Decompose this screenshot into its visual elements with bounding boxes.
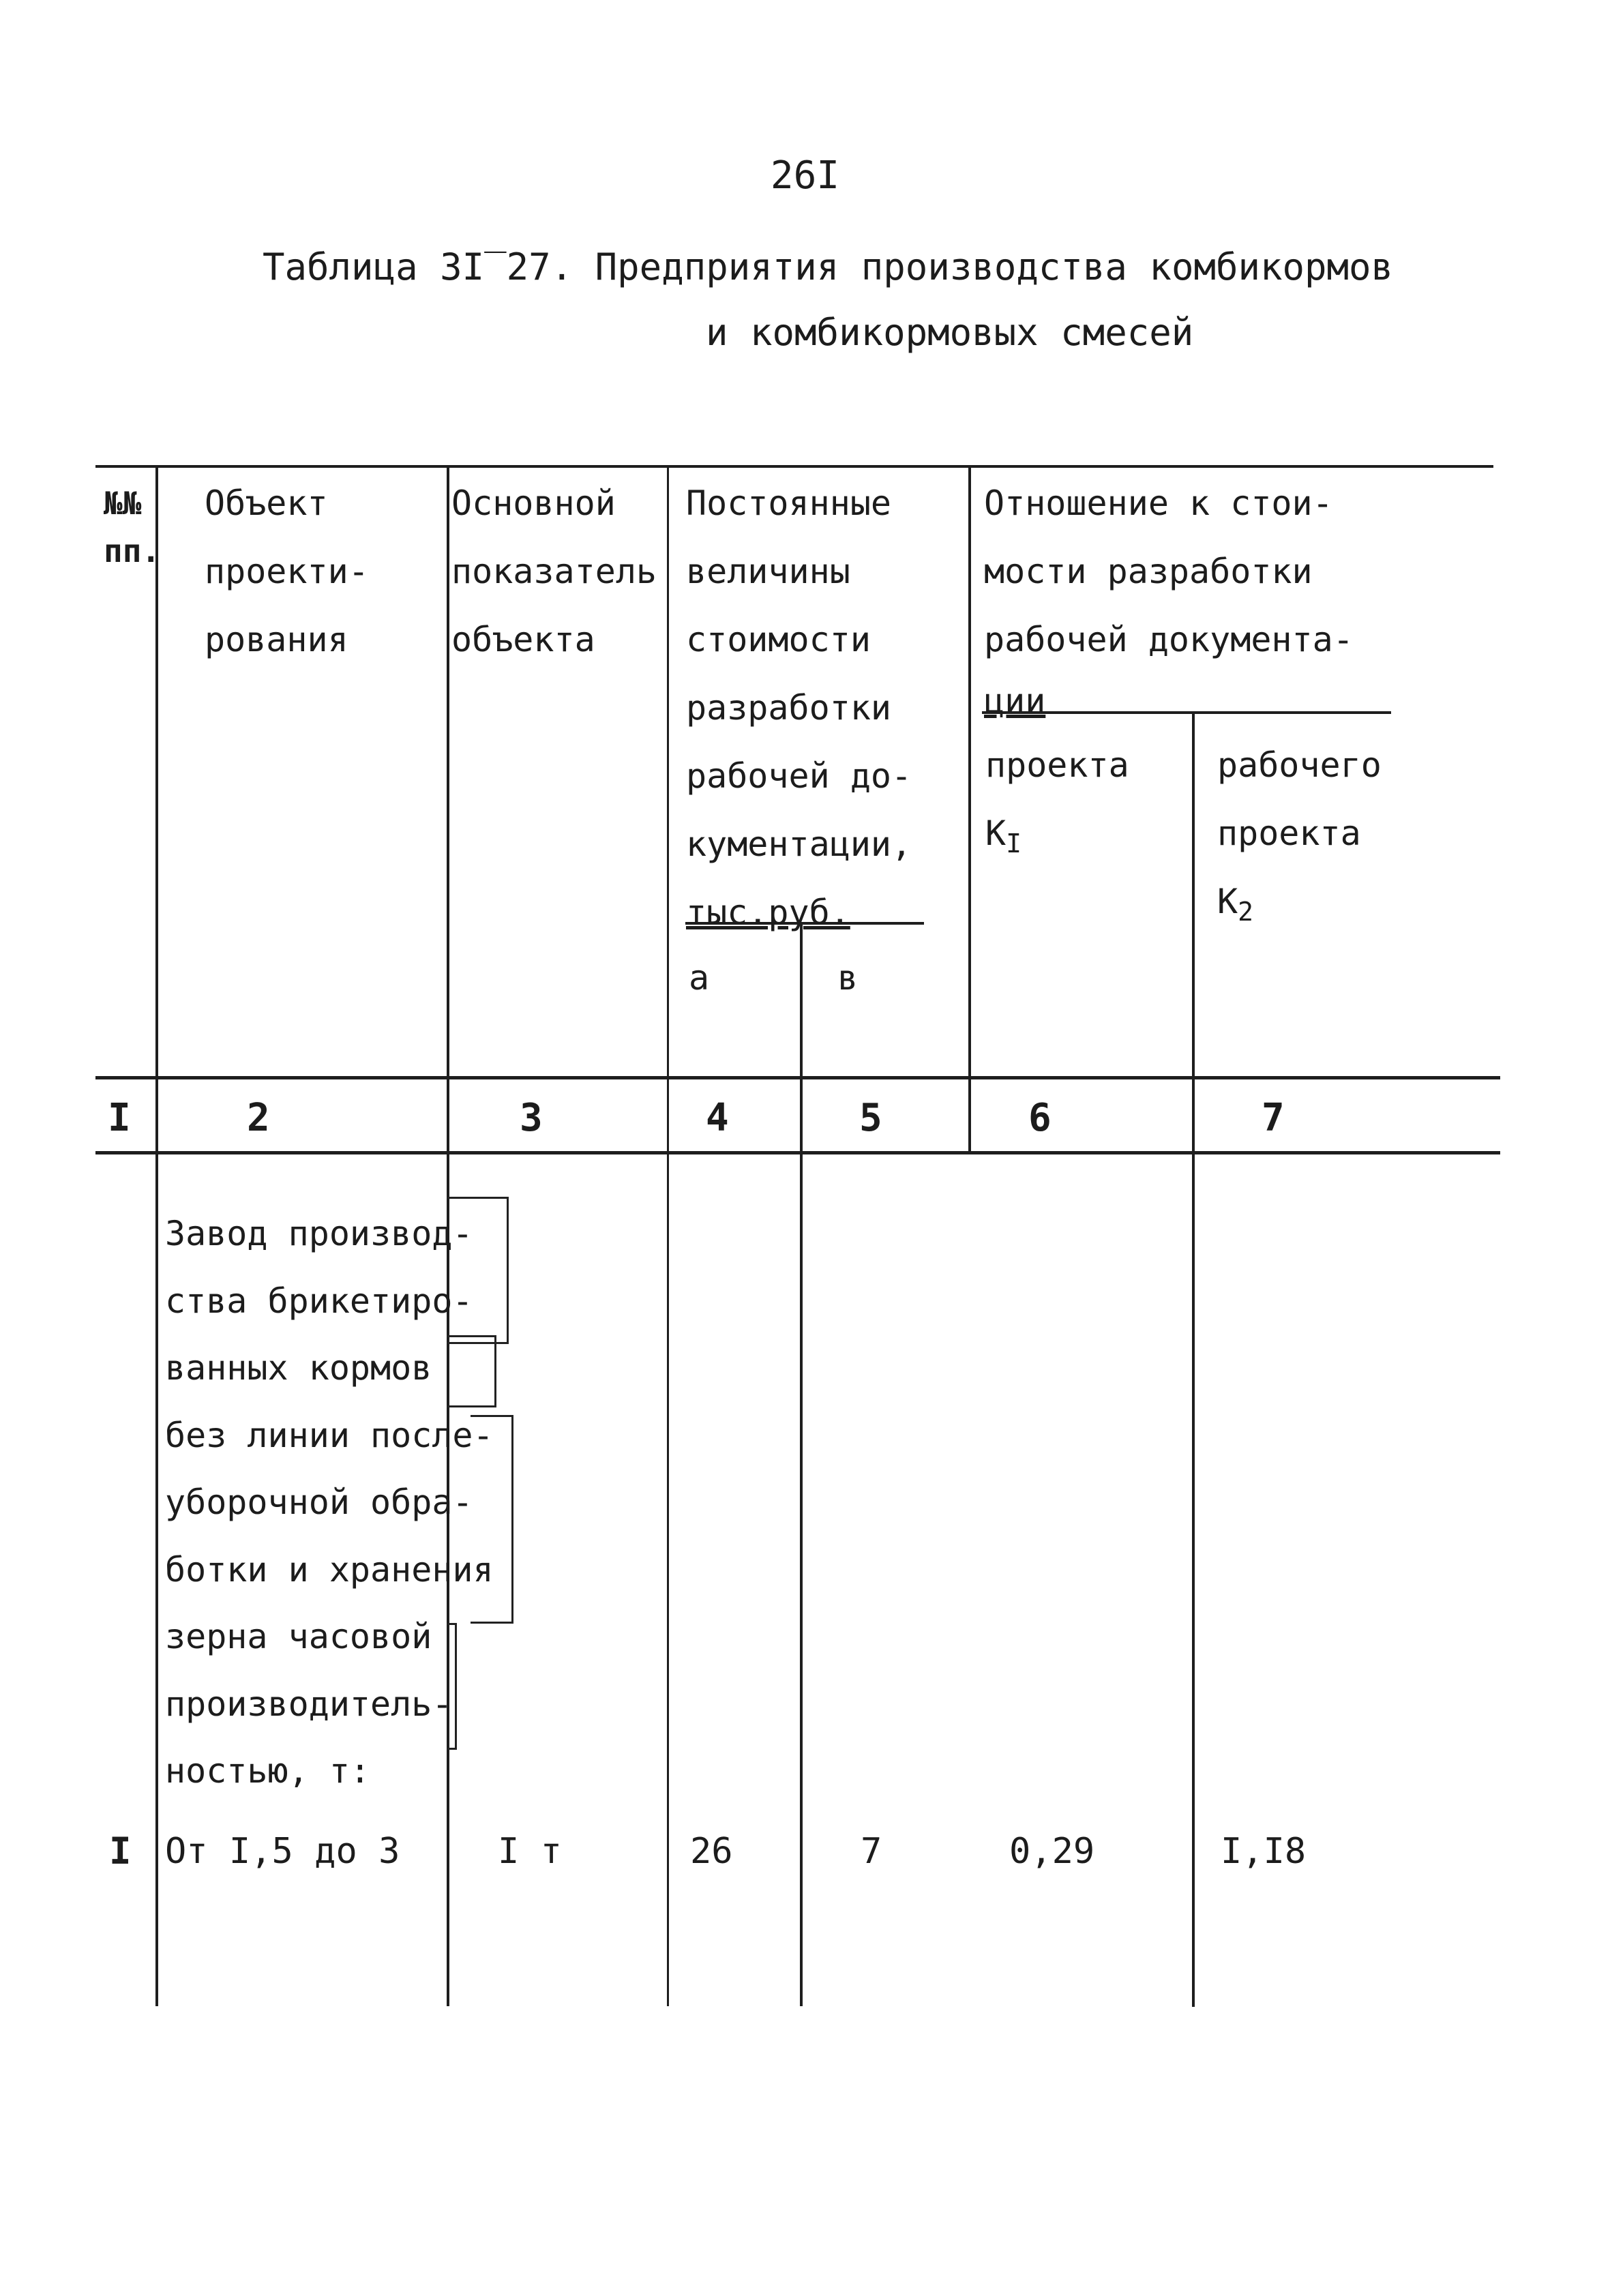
header-ratio [984,469,1354,728]
header-bottom-rule [95,1076,1500,1079]
colnum-7: 7 [1262,1096,1285,1140]
header-k2 [1217,731,1382,946]
col67-divider [1192,711,1195,2007]
header-object [205,469,369,674]
colnum-2: 2 [247,1096,270,1140]
correction-bracket [471,1415,513,1624]
row-indicator: I т [498,1831,562,1872]
header-line: величины [686,552,850,591]
header-k1 [985,731,1129,878]
col5-divider [968,465,971,1154]
description-line: без линии после- [165,1415,494,1455]
colnum-4: 4 [706,1096,729,1140]
k1-symbol: $К_I$ [985,814,1022,859]
description-line: ностью, т: [165,1751,371,1791]
header-line: проекти- [205,552,369,591]
header-line: рабочей до- [686,756,912,796]
header-line: стоимости [686,620,871,659]
header-line: рабочего [1217,745,1382,785]
col45-divider [800,922,803,2006]
header-line: ции [984,681,1046,721]
header-line: проекта [1217,814,1361,853]
table-title-line2: и комбикормовых смесей [706,311,1194,354]
header-line: кументации, [686,824,912,864]
table-title-line1: Таблица 3I‾27. Предприятия производства комбикормов [263,245,1394,288]
correction-bracket [447,1197,509,1344]
colnum-6: 6 [1028,1096,1052,1140]
col1-divider [155,465,158,2006]
row-value-a: 26 [690,1831,733,1872]
subheader-a: а [689,958,710,998]
row-object: От I,5 до 3 [165,1831,400,1872]
description-line: ботки и хранения [165,1549,494,1590]
header-line: пп. [104,533,161,569]
header-line: рования [205,620,348,659]
description-line: уборочной обра- [165,1482,473,1522]
colnum-1: I [108,1096,131,1140]
header-constant-values [686,469,912,946]
header-line: №№ [104,485,142,522]
row-value-k1: 0,29 [1009,1831,1095,1872]
description-line: ванных кормов [165,1348,432,1388]
object-description [165,1200,494,1805]
subheader-b: в [837,958,859,998]
description-line: ства брикетиро- [165,1281,473,1321]
header-line: Объект [205,483,328,523]
header-line: мости разработки [984,552,1313,591]
header-line: показатель [451,552,657,591]
table-top-rule [95,465,1493,468]
header-col-number [104,469,161,569]
row-value-b: 7 [861,1831,882,1872]
header-line: тыс.руб. [686,893,850,932]
header-indicator [451,469,657,674]
header-line: объекта [451,620,595,659]
header-line: Постоянные [686,483,892,523]
colnum-3: 3 [520,1096,543,1140]
description-line: зерна часовой [165,1617,432,1656]
header-line: Отношение к стои- [984,483,1333,523]
colnum-bottom-rule [95,1151,1500,1154]
row-number: I [109,1830,132,1873]
correction-bracket [447,1623,457,1750]
description-line: производитель- [165,1684,453,1724]
col3-divider [667,465,669,2006]
description-line: Завод производ- [165,1214,473,1253]
colnum-5: 5 [859,1096,882,1140]
row-value-k2: I,I8 [1221,1831,1307,1872]
correction-bracket [447,1335,496,1407]
k2-symbol: $К_2$ [1217,882,1253,927]
header-line: Основной [451,483,616,523]
page-number: 26I [770,153,840,198]
header-line: рабочей документа- [984,620,1354,659]
header-line: проекта [985,745,1129,785]
header-line: разработки [686,688,892,728]
